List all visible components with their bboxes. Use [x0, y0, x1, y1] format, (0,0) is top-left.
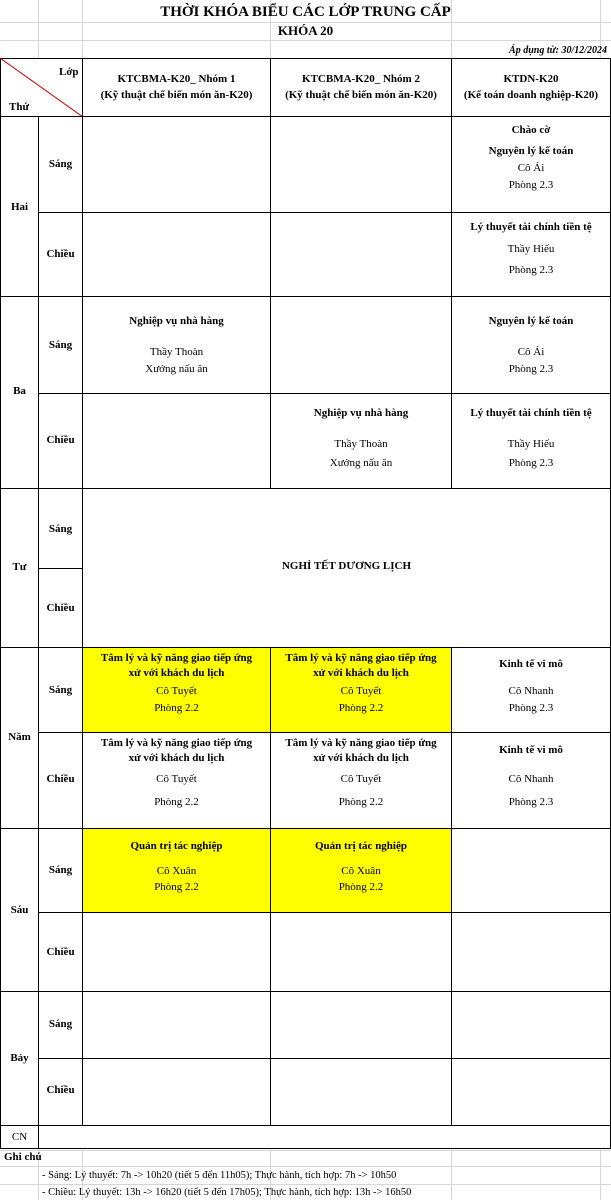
session-cell: [38, 393, 83, 489]
subject: Nguyên lý kế toán: [488, 145, 574, 157]
session-cell: [38, 647, 83, 733]
teacher: Cô Ái: [517, 162, 545, 174]
session-label: Chiều: [46, 773, 75, 785]
session-cell: [38, 212, 83, 297]
schedule-cell-empty: [270, 212, 452, 297]
holiday-cell: [82, 488, 611, 648]
session-label: Chiều: [46, 1084, 75, 1096]
class-header-ktcbma-nhom1: [82, 58, 271, 117]
sunday-row: [38, 1125, 611, 1149]
day-label: Ba: [13, 385, 26, 397]
day-cell-sau: [0, 828, 39, 992]
teacher: Thầy Thoàn: [149, 346, 204, 358]
session-cell: [38, 296, 83, 394]
schedule-cell-empty: [82, 912, 271, 992]
schedule-cell-nam-chieu-ktdn: [451, 732, 611, 829]
class-header-ktcbma-nhom2: [270, 58, 452, 117]
schedule-cell-hai-sang-ktdn: [451, 116, 611, 213]
day-label: Sáu: [10, 904, 29, 916]
schedule-cell-ba-sang-ktdn: [451, 296, 611, 394]
subject: xử với khách du lịch: [313, 667, 409, 679]
schedule-cell-nam-chieu-nhom1: [82, 732, 271, 829]
subject: Nghiệp vụ nhà hàng: [129, 315, 224, 327]
class-name: (Kế toán doanh nghiệp-K20): [463, 89, 599, 101]
schedule-cell-empty: [451, 1058, 611, 1126]
day-label: CN: [11, 1131, 28, 1143]
subject: Lý thuyết tài chính tiền tệ: [470, 407, 592, 419]
notes-afternoon: - Chiều: Lý thuyết: 13h -> 16h20 (tiết 5 đến 17h05); Thực hành, tích hợp: 13h -> 16h50: [42, 1187, 412, 1198]
subject: Kinh tế vi mô: [499, 744, 563, 756]
room: Phòng 2.3: [508, 179, 554, 191]
session-cell: [38, 116, 83, 213]
schedule-cell-ba-sang-nhom1: [82, 296, 271, 394]
room: Phòng 2.3: [508, 363, 554, 375]
page-subtitle: KHÓA 20: [277, 23, 334, 38]
teacher: Thầy Hiếu: [507, 438, 555, 450]
schedule-cell-empty: [82, 991, 271, 1059]
teacher: Cô Tuyết: [340, 773, 382, 785]
schedule-cell-ba-chieu-ktdn: [451, 393, 611, 489]
room: Phòng 2.2: [154, 796, 199, 808]
session-cell: [38, 991, 83, 1059]
teacher: Thầy Hiếu: [507, 243, 555, 255]
room: Phòng 2.2: [154, 881, 199, 893]
schedule-cell-empty: [451, 912, 611, 992]
subject: Nghiệp vụ nhà hàng: [313, 407, 409, 419]
teacher: Cô Tuyết: [156, 773, 197, 785]
session-cell: [38, 828, 83, 913]
class-header-ktdn: [451, 58, 611, 117]
schedule-cell-sau-sang-nhom2: [270, 828, 452, 913]
subject: xử với khách du lịch: [313, 752, 409, 764]
room: Phòng 2.2: [338, 796, 384, 808]
session-label: Sáng: [48, 523, 73, 535]
subject: Quản trị tác nghiệp: [130, 840, 223, 852]
room: Phòng 2.3: [508, 264, 554, 276]
subject: xử với khách du lịch: [128, 752, 225, 764]
session-label: Chiều: [46, 248, 75, 260]
schedule-cell-nam-chieu-nhom2: [270, 732, 452, 829]
day-cell-cn: [0, 1125, 39, 1149]
room: Xưởng nấu ăn: [329, 457, 393, 469]
subject: Tâm lý và kỹ năng giao tiếp ứng: [285, 737, 437, 749]
teacher: Cô Tuyết: [340, 685, 382, 697]
subject: Lý thuyết tài chính tiền tệ: [470, 221, 592, 233]
room: Phòng 2.3: [508, 457, 554, 469]
room: Phòng 2.3: [508, 796, 554, 808]
room: Phòng 2.2: [154, 702, 199, 714]
subject: Kinh tế vi mô: [499, 658, 563, 670]
subject: Tâm lý và kỹ năng giao tiếp ứng: [285, 652, 437, 664]
subject: Tâm lý và kỹ năng giao tiếp ứng: [100, 737, 253, 749]
subject: Quản trị tác nghiệp: [315, 840, 407, 852]
class-name: (Kỹ thuật chế biến món ăn-K20): [285, 89, 437, 101]
notes-title: Ghi chú: [4, 1151, 42, 1163]
subject: xử với khách du lịch: [128, 667, 225, 679]
subject: Nguyên lý kế toán: [488, 315, 574, 327]
subject: Tâm lý và kỹ năng giao tiếp ứng: [100, 652, 253, 664]
day-cell-nam: [0, 647, 39, 829]
schedule-cell-empty: [270, 296, 452, 394]
teacher: Cô Ái: [517, 346, 545, 358]
session-label: Sáng: [48, 1018, 73, 1030]
session-cell: [38, 568, 83, 648]
schedule-cell-ba-chieu-nhom2: [270, 393, 452, 489]
teacher: Cô Xuân: [156, 865, 197, 877]
day-cell-bay: [0, 991, 39, 1126]
schedule-cell-empty: [451, 828, 611, 913]
class-code: KTDN-K20: [503, 73, 559, 85]
schedule-cell-empty: [451, 991, 611, 1059]
schedule-cell-nam-sang-nhom1: [82, 647, 271, 733]
schedule-cell-empty: [270, 116, 452, 213]
session-label: Chiều: [46, 434, 75, 446]
day-label: Tư: [12, 561, 27, 573]
schedule-cell-empty: [82, 393, 271, 489]
session-label: Sáng: [48, 158, 73, 170]
teacher: Cô Tuyết: [156, 685, 197, 697]
class-code: KTCBMA-K20_ Nhóm 2: [302, 73, 420, 85]
schedule-cell-nam-sang-nhom2: [270, 647, 452, 733]
notes-morning: - Sáng: Lý thuyết: 7h -> 10h20 (tiết 5 đến 11h05); Thực hành, tích hợp: 7h -> 10h50: [42, 1170, 397, 1181]
schedule-cell-empty: [270, 991, 452, 1059]
day-cell-hai: [0, 116, 39, 297]
room: Phòng 2.3: [508, 702, 554, 714]
schedule-cell-empty: [82, 1058, 271, 1126]
room: Phòng 2.2: [338, 702, 384, 714]
session-label: Sáng: [48, 864, 73, 876]
session-label: Sáng: [48, 684, 73, 696]
schedule-cell-empty: [270, 1058, 452, 1126]
header-day-label: Thứ: [9, 101, 30, 113]
header-class-label: Lớp: [59, 66, 79, 78]
schedule-cell-sau-sang-nhom1: [82, 828, 271, 913]
schedule-cell-empty: [82, 212, 271, 297]
schedule-cell-nam-sang-ktdn: [451, 647, 611, 733]
session-cell: [38, 1058, 83, 1126]
event-label: Chào cờ: [511, 124, 551, 136]
teacher: Thầy Thoàn: [334, 438, 388, 450]
session-label: Sáng: [48, 339, 73, 351]
page-title: THỜI KHÓA BIỂU CÁC LỚP TRUNG CẤP: [160, 4, 451, 20]
session-cell: [38, 912, 83, 992]
class-code: KTCBMA-K20_ Nhóm 1: [117, 73, 236, 85]
day-label: Hai: [10, 201, 29, 213]
day-label: Năm: [8, 731, 31, 743]
session-label: Chiều: [46, 946, 75, 958]
holiday-note: NGHỈ TẾT DƯƠNG LỊCH: [281, 560, 412, 572]
room: Phòng 2.2: [338, 881, 384, 893]
apply-date: Áp dụng từ: 30/12/2024: [509, 45, 607, 56]
teacher: Cô Nhanh: [508, 685, 554, 697]
teacher: Cô Xuân: [341, 865, 381, 877]
day-cell-ba: [0, 296, 39, 489]
schedule-cell-empty: [82, 116, 271, 213]
session-cell: [38, 732, 83, 829]
teacher: Cô Nhanh: [508, 773, 554, 785]
schedule-cell-empty: [270, 912, 452, 992]
day-label: Bảy: [10, 1052, 29, 1064]
session-cell: [38, 488, 83, 569]
day-cell-tu: [0, 488, 39, 648]
class-name: (Kỹ thuật chế biến món ăn-K20): [100, 89, 253, 101]
schedule-cell-hai-chieu-ktdn: [451, 212, 611, 297]
session-label: Chiều: [46, 602, 75, 614]
room: Xưởng nấu ăn: [145, 363, 208, 375]
header-corner-cell: [0, 58, 83, 117]
